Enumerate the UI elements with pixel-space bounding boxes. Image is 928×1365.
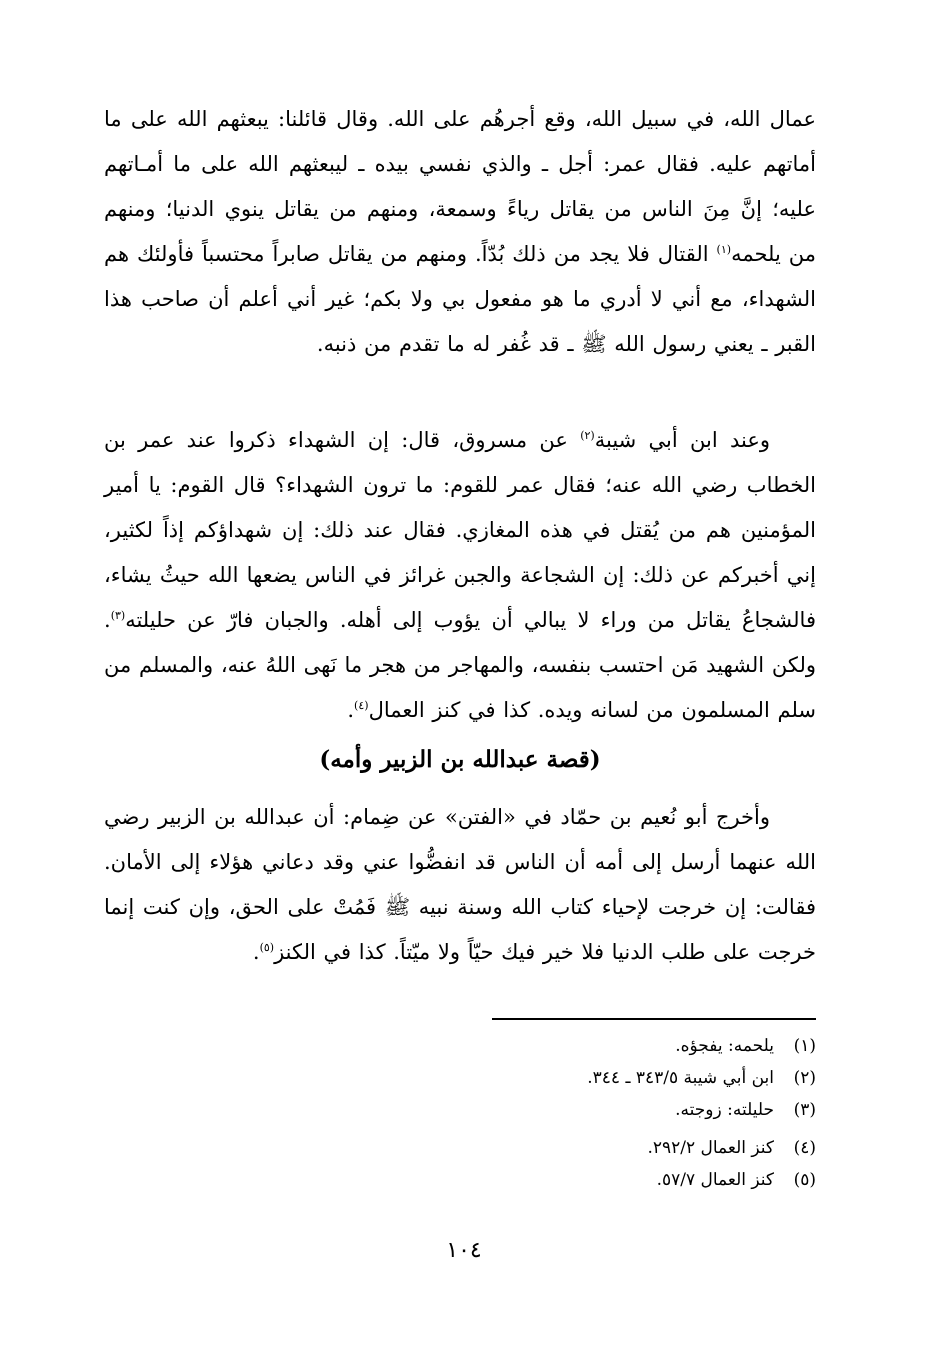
- footnote-ref-1[interactable]: (١): [716, 243, 732, 256]
- footnote-text: يلحمه: يفجؤه.: [675, 1036, 774, 1056]
- footnote-text: حليلته: زوجته.: [675, 1100, 774, 1120]
- footnotes: [104, 1030, 816, 1196]
- footnote-text: كنز العمال ٥٧/٧.: [656, 1170, 774, 1190]
- paragraph-1-text-b: القتال فلا يجد من ذلك بُدّاً. ومنهم من يقاتل صابراً محتسباً فأولئك هم الشهداء، مع أني لا أدري ما هو مفعول بي ولا بكم؛ غير أني أعلم أن صاحب هذا القبر ـ يعني رسول الله ﷺ ـ قد غُفر له ما تقدم من ذنبه.: [104, 242, 816, 356]
- footnote-ref-4[interactable]: (٤): [354, 699, 369, 712]
- paragraph-1-text-a: عمال الله، في سبيل الله، وقع أجرهُم على الله. وقال قائلنا: يبعثهم الله على ما أماتهم عليه. فقال عمر: أجل ـ والذي نفسي بيده ـ ليبعثهم الله على ما أمـاتهم عليه؛ إنَّ مِنَ الناس من يقاتل رياءً وسمعة، ومنهم من يقاتل ينوي الدنيا؛ ومنهم من يلحمه: [104, 107, 816, 266]
- section-heading: (قصة عبدالله بن الزبير وأمه): [319, 746, 601, 773]
- footnote-4: [104, 1132, 816, 1164]
- paragraph-3-text-b: .: [252, 940, 260, 964]
- footnote-1: [104, 1030, 816, 1062]
- footnote-number: (٤): [793, 1138, 816, 1158]
- footnote-text: كنز العمال ٢٩٢/٢.: [647, 1138, 774, 1158]
- paragraph-2-text-b: عن مسروق، قال: إن الشهداء ذكروا عند عمر بن الخطاب رضي الله عنه؛ فقال عمر للقوم: ما ترون الشهداء؟ قال القوم: يا أمير المؤمنين هم من يُقتل في هذه المغازي. فقال عند ذلك: إن شهداؤكم إذاً لكثير، إني أخبركم عن ذلك: إن الشجاعة والجبن غرائز في الناس يضعها الله حيثُ يشاء، فالشجاعُ يقاتل من وراء لا يبالي أن يؤوب إلى أهله. والجبان فارّ عن حليلته: [104, 428, 816, 632]
- footnote-ref-2[interactable]: (٢): [580, 429, 595, 442]
- footnote-number: (٢): [793, 1068, 816, 1088]
- paragraph-3: [104, 795, 816, 975]
- paragraph-2: [104, 418, 816, 733]
- footnote-number: (١): [793, 1036, 816, 1056]
- footnote-number: (٣): [793, 1100, 816, 1120]
- footnote-3: [104, 1094, 816, 1126]
- footnote-ref-5[interactable]: (٥): [259, 941, 275, 954]
- paragraph-2-text-c: . ولكن الشهيد مَن احتسب بنفسه، والمهاجر من هجر ما نَهى اللهُ عنه، والمسلم من سلم المسلمون من لسانه ويده. كذا في كنز العمال: [104, 608, 816, 722]
- paragraph-1: [104, 97, 816, 367]
- footnote-ref-3[interactable]: (٣): [110, 609, 126, 622]
- footnote-2: [104, 1062, 816, 1094]
- paragraph-3-text-a: وأخرج أبو نُعيم بن حمّاد في «الفتن» عن ضِمام: أن عبدالله بن الزبير رضي الله عنهما أرسل إلى أمه أن الناس قد انفضُّوا عني وقد دعاني هؤلاء إلى الأمان. فقالت: إن خرجت لإحياء كتاب الله وسنة نبيه ﷺ فَمُتْ على الحق، وإن كنت إنما خرجت على طلب الدنيا فلا خير فيك حيّاً ولا ميّتاً. كذا في الكنز: [104, 805, 816, 964]
- paragraph-2-text-d: .: [347, 698, 355, 722]
- footnote-text: ابن أبي شيبة ٣٤٣/٥ ـ ٣٤٤.: [587, 1068, 774, 1088]
- footnote-5: [104, 1164, 816, 1196]
- footnote-number: (٥): [793, 1170, 816, 1190]
- footnote-separator: [492, 1018, 816, 1020]
- paragraph-2-text-a: وعند ابن أبي شيبة: [594, 428, 770, 452]
- page-number: ١٠٤: [446, 1238, 482, 1263]
